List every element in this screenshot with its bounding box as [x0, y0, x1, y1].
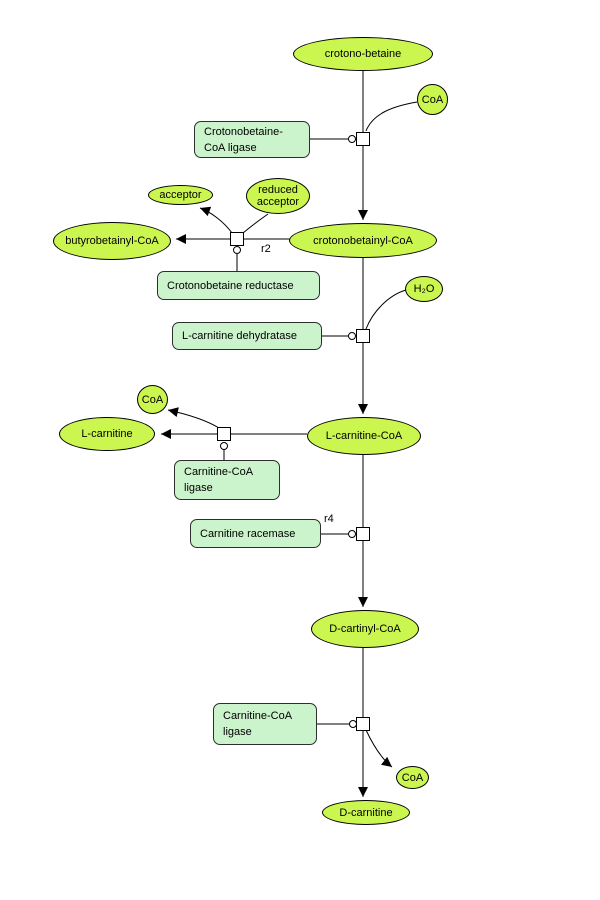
species-crotono-betaine [293, 37, 433, 71]
species-l-carnitine [59, 417, 155, 451]
edge-reduced-acceptor-to-reaction2 [243, 214, 268, 233]
reaction-node-ligase [218, 428, 231, 441]
species-label: crotono-betaine [324, 48, 402, 60]
species-d-cartinyl-coa [311, 610, 419, 648]
edge-coa-top-to-reaction1 [366, 102, 417, 131]
enzyme-carnitine-coa-ligase-upper [174, 460, 280, 500]
enzyme-l-carnitine-dehydratase [172, 322, 322, 350]
reaction-node-r2 [231, 233, 244, 246]
species-label-line1: reduced [258, 184, 298, 196]
species-label: CoA [401, 771, 424, 784]
species-label: acceptor [159, 189, 202, 201]
species-d-carnitine [322, 800, 410, 825]
reaction-label-r4: r4 [324, 513, 334, 525]
enzyme-label-line1: Carnitine-CoA [223, 710, 293, 722]
species-h2o [405, 276, 443, 302]
enzyme-carnitine-coa-ligase-lower [213, 703, 317, 745]
modifier-circle-reaction4 [349, 531, 356, 538]
species-l-carnitine-coa [307, 417, 421, 455]
species-label: H₂O [413, 283, 435, 295]
reaction-node-3 [357, 330, 370, 343]
arrow-reaction2-to-acceptor [200, 208, 232, 233]
species-coa-mid [137, 385, 168, 414]
arrow-reaction-ligase-to-coa-mid [168, 410, 219, 428]
enzyme-crotonobetaine-coa-ligase [194, 121, 310, 158]
modifier-circle-reaction3 [349, 333, 356, 340]
reaction-label-r2: r2 [261, 243, 271, 255]
modifier-circle-reaction2 [234, 247, 241, 254]
species-label: L-carnitine [81, 428, 133, 440]
species-label: D-carnitine [339, 806, 393, 819]
enzyme-label: Crotonobetaine reductase [167, 279, 294, 292]
species-label: butyrobetainyl-CoA [65, 235, 159, 247]
arrow-reaction6-to-coa-bottom [366, 730, 392, 767]
enzyme-label: Carnitine racemase [200, 527, 296, 540]
enzyme-label: L-carnitine dehydratase [182, 330, 297, 342]
edge-h2o-to-reaction3 [366, 290, 406, 329]
species-label-line2: acceptor [256, 196, 300, 208]
species-coa-top [417, 84, 448, 115]
species-acceptor [148, 185, 213, 205]
modifier-circle-reaction-ligase [221, 443, 228, 450]
reaction-node-r4 [357, 528, 370, 541]
species-label: L-carnitine-CoA [325, 430, 403, 442]
species-label: CoA [141, 393, 164, 406]
enzyme-crotonobetaine-reductase [157, 271, 320, 300]
species-label: CoA [421, 93, 444, 106]
enzyme-label-line2: CoA ligase [204, 141, 257, 154]
species-label: D-cartinyl-CoA [329, 623, 401, 635]
species-label: crotonobetainyl-CoA [313, 234, 413, 247]
enzyme-label-line1: Carnitine-CoA [184, 466, 254, 478]
enzyme-carnitine-racemase [190, 519, 321, 548]
modifier-circle-reaction1 [349, 136, 356, 143]
enzyme-label-line2: ligase [223, 726, 252, 738]
species-crotonobetainyl-coa [289, 223, 437, 258]
species-coa-bottom [396, 766, 429, 789]
modifier-circle-reaction6 [350, 721, 357, 728]
reaction-node-1 [357, 133, 370, 146]
species-reduced-acceptor [246, 178, 310, 214]
species-butyrobetainyl-coa [53, 222, 171, 260]
reaction-node-6 [357, 718, 370, 731]
enzyme-label-line2: ligase [184, 482, 213, 494]
enzyme-label-line1: Crotonobetaine- [204, 125, 283, 138]
